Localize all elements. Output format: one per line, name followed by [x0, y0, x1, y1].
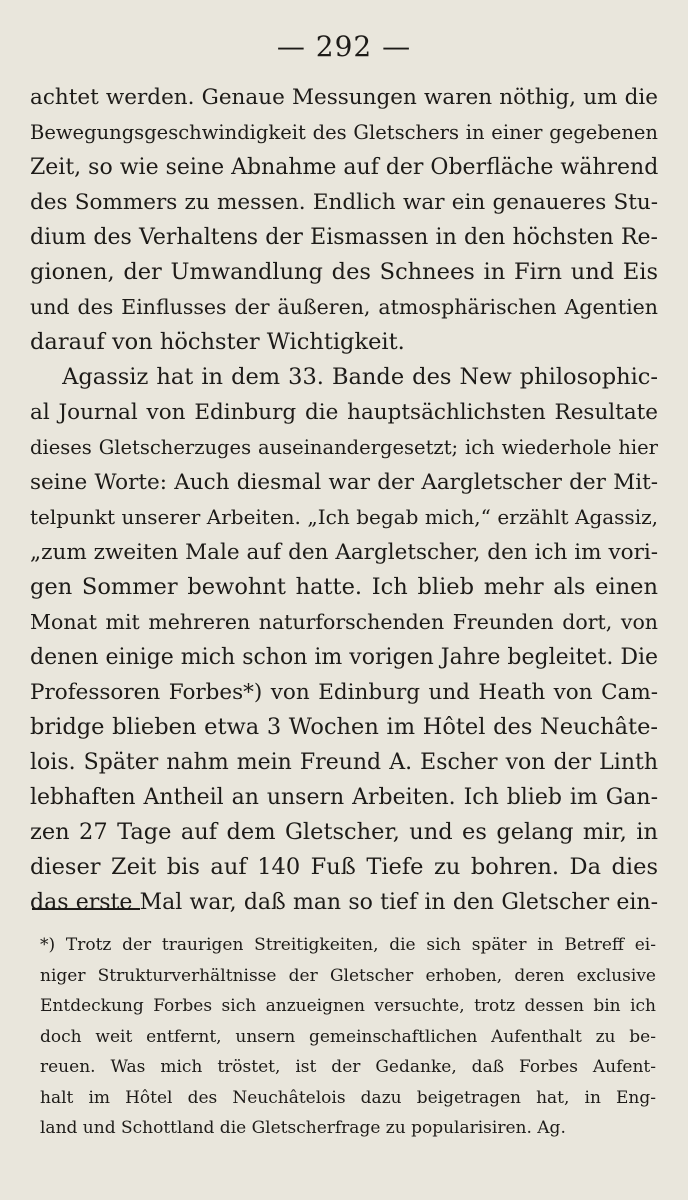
footnote: [40, 930, 656, 1144]
text-line: zen 27 Tage auf dem Gletscher, und es gelang mir, in: [30, 819, 658, 845]
text-line: lebhaften Antheil an unsern Arbeiten. Ich blieb im Gan-: [30, 785, 658, 810]
text-line: lois. Später nahm mein Freund A. Escher von der Linth: [30, 750, 658, 775]
text-line: des Sommers zu messen. Endlich war ein genaueres Stu-: [30, 190, 658, 215]
text-line: Zeit, so wie seine Abnahme auf der Oberfläche während: [30, 155, 659, 180]
page-number: — 292 —: [276, 30, 412, 63]
text-line: Professoren Forbes*) von Edinburg und Heath von Cam-: [30, 680, 658, 705]
text-line: gen Sommer bewohnt hatte. Ich blieb mehr als einen: [30, 574, 658, 600]
text-line: „zum zweiten Male auf den Aargletscher, den ich im vori-: [30, 540, 658, 565]
text-line: telpunkt unserer Arbeiten. „Ich begab mich,“ erzählt Agassiz,: [30, 505, 658, 529]
text-line: gionen, der Umwandlung des Schnees in Firn und Eis: [30, 259, 658, 285]
footnote-line: halt im Hôtel des Neuchâtelois dazu beigetragen hat, in Eng-: [40, 1087, 656, 1108]
footnote-line: *) Trotz der traurigen Streitigkeiten, die sich später in Betreff ei-: [40, 935, 656, 955]
text-line: achtet werden. Genaue Messungen waren nöthig, um die: [30, 85, 658, 110]
footnote-line: reuen. Was mich tröstet, ist der Gedanke, daß Forbes Aufent-: [40, 1057, 656, 1077]
footnote-divider: [32, 908, 140, 910]
footnote-line: doch weit entfernt, unsern gemeinschaftlichen Aufenthalt zu be-: [40, 1026, 656, 1047]
footnote-line: Entdeckung Forbes sich anzueignen versuchte, trotz dessen bin ich: [40, 996, 656, 1016]
text-line: Agassiz hat in dem 33. Bande des New philosophic-: [30, 364, 658, 390]
text-line: darauf von höchster Wichtigkeit.: [30, 329, 405, 355]
text-line: seine Worte: Auch diesmal war der Aargletscher der Mit-: [30, 470, 658, 495]
text-line: dium des Verhaltens der Eismassen in den höchsten Re-: [30, 225, 658, 250]
text-line: al Journal von Edinburg die hauptsächlichsten Resultate: [30, 400, 658, 425]
text-line: dieser Zeit bis auf 140 Fuß Tiefe zu bohren. Da dies: [30, 854, 658, 880]
text-line: denen einige mich schon im vorigen Jahre begleitet. Die: [30, 645, 659, 670]
text-line: und des Einflusses der äußeren, atmosphärischen Agentien: [30, 295, 658, 319]
text-line: bridge blieben etwa 3 Wochen im Hôtel des Neuchâte-: [30, 714, 658, 740]
text-line: Monat mit mehreren naturforschenden Freunden dort, von: [30, 610, 658, 634]
text-line: Bewegungsgeschwindigkeit des Gletschers in einer gegebenen: [30, 121, 658, 144]
body-text: [30, 80, 658, 920]
text-line: das erste Mal war, daß man so tief in den Gletscher ein-: [30, 890, 658, 915]
text-line: dieses Gletscherzuges auseinandergesetzt; ich wiederhole hier: [30, 436, 658, 459]
footnote-line: niger Strukturverhältnisse der Gletscher erhoben, deren exclusive: [40, 965, 656, 986]
footnote-line: land und Schottland die Gletscherfrage zu popularisiren. Ag.: [40, 1118, 566, 1138]
